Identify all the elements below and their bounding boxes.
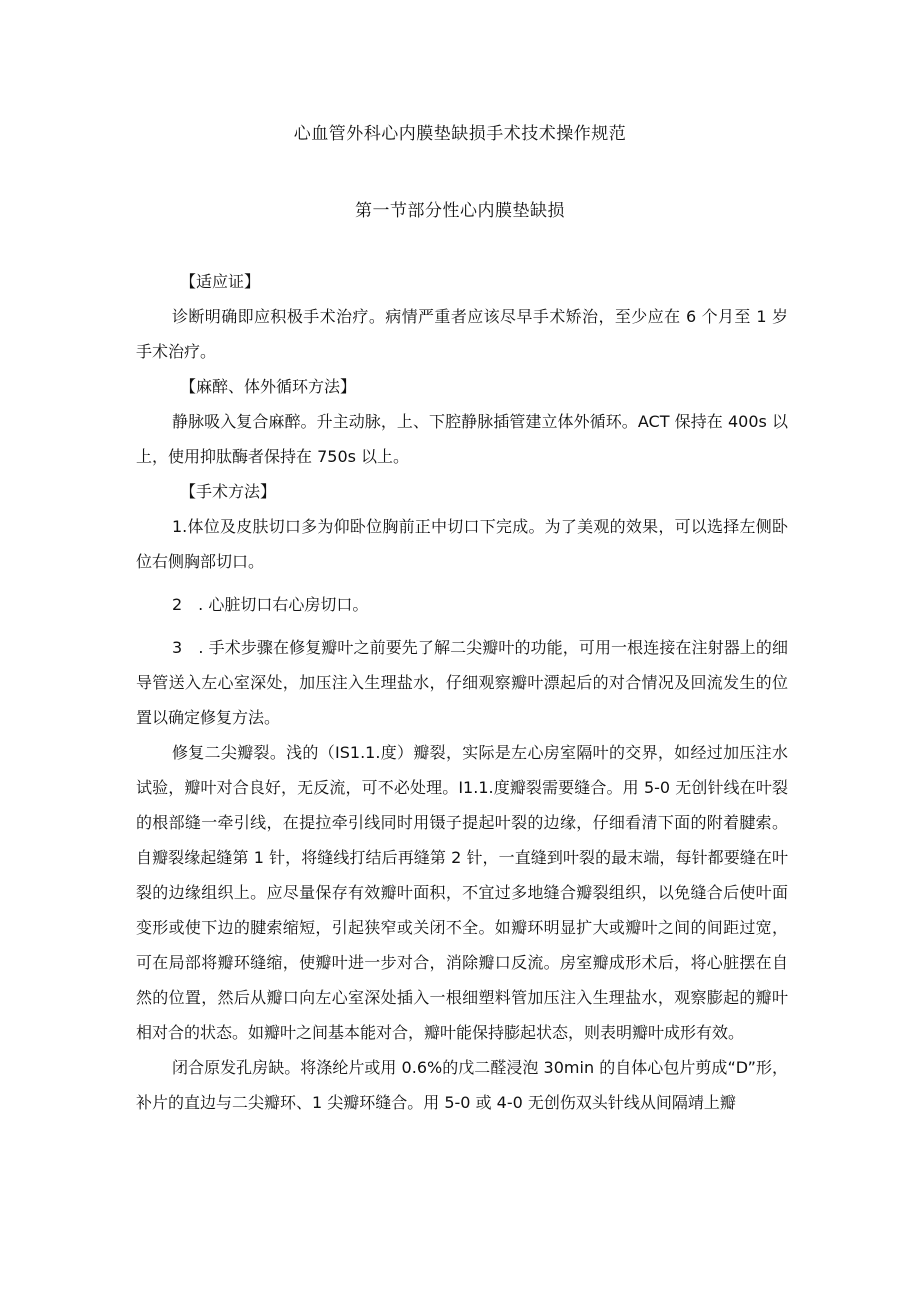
paragraph-mitral-cleft-repair: 修复二尖瓣裂。浅的（IS1.1.度）瓣裂，实际是左心房室隔叶的交界，如经过加压注水试验，瓣叶对合良好，无反流，可不必处理。I1.1.度瓣裂需要缝合。用 5-0 无创针线在叶裂的根部缝一牵引线，在提拉牵引线同时用镊子提起叶裂的边缘，仔细看清下面的附着腱索。自瓣裂缘起缝第 1 针，将缝线打结后再缝第 2 针，一直缝到叶裂的最末端，每针都要缝在叶裂的边缘组织上。应尽量保存有效瓣叶面积，不宜过多地缝合瓣裂组织，以免缝合后使叶面变形或使下边的腱索缩短，引起狭窄或关闭不全。如瓣环明显扩大或瓣叶之间的间距过宽，可在局部将瓣环缝缩，使瓣叶进一步对合，消除瓣口反流。房室瓣成形术后，将心脏摆在自然的位置，然后从瓣口向左心室深处插入一根细塑料管加压注入生理盐水，观察膨起的瓣叶相对合的状态。如瓣叶之间基本能对合，瓣叶能保持膨起状态，则表明瓣叶成形有效。 [136,743,788,1042]
paragraph-indications: 诊断明确即应积极手术治疗。病情严重者应该尽早手术矫治，至少应在 6 个月至 1 岁手术治疗。 [136,307,788,361]
paragraph-step-2: 2 . 心脏切口右心房切口。 [172,595,369,614]
paragraph-step-3: 3 . 手术步骤在修复瓣叶之前要先了解二尖瓣叶的功能，可用一根连接在注射器上的细导管送入左心室深处，加压注入生理盐水，仔细观察瓣叶漂起后的对合情况及回流发生的位置以确定修复方法。 [136,638,788,727]
paragraph-anesthesia: 静脉吸入复合麻醉。升主动脉，上、下腔静脉插管建立体外循环。ACT 保持在 400s 以上，使用抑肽酶者保持在 750s 以上。 [136,412,788,466]
document-body [136,264,788,1120]
heading-surgical-method: 【手术方法】 [180,482,277,501]
document-title: 心血管外科心内膜垫缺损手术技术操作规范 [293,124,627,144]
heading-anesthesia: 【麻醉、体外循环方法】 [180,377,357,396]
heading-indications: 【适应证】 [180,272,261,291]
paragraph-step-1: 1.体位及皮肤切口多为仰卧位胸前正中切口下完成。为了美观的效果，可以选择左侧卧位右侧胸部切口。 [136,517,788,571]
paragraph-primum-asd-closure: 闭合原发孔房缺。将涤纶片或用 0.6%的戊二醛浸泡 30min 的自体心包片剪成“D”形，补片的直边与二尖瓣环、1 尖瓣环缝合。用 5-0 或 4-0 无创伤双头针线从间隔靖上瓣 [136,1058,788,1112]
section-title: 第一节部分性心内膜垫缺损 [355,201,565,221]
